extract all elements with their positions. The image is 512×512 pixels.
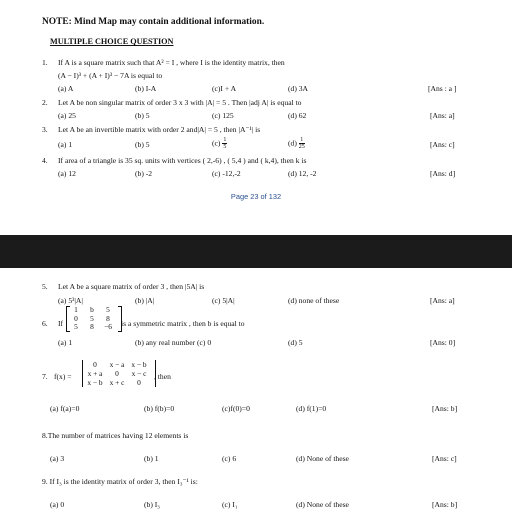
q6-option-bc: (b) any real number (c) 0 [135,338,212,347]
q5-option-b: (b) |A| [135,296,155,305]
page-number-indicator: Page 23 of 132 [230,192,282,201]
q6-matrix-cell: 8 [106,313,110,323]
document-page-1 [0,0,512,235]
q6-matrix-cell: 0 [74,313,78,323]
q7-number: 7. [42,372,48,381]
q6-matrix-cell: −6 [104,322,112,332]
q3-option-b: (b) 5 [135,140,150,149]
q6-matrix-cell: 8 [90,322,94,332]
q6-text: is a symmetric matrix , then b is equal to [121,319,245,328]
q1-option-a: (a) A [58,84,74,93]
q8-option-b: (b) 1 [144,454,159,463]
q6-matrix [66,306,122,332]
q2-option-d: (d) 62 [288,111,307,120]
q7-det-row [84,369,154,378]
q1-answer: [Ans : a ] [428,84,457,93]
note-heading: NOTE: Mind Map may contain additional information. [42,17,265,27]
q7-det-cell: x + a [87,369,103,378]
q7-option-b: (b) f(b)=0 [144,404,175,413]
q6-matrix-cell: 5 [90,313,94,323]
q6-matrix-cell: 5 [106,305,110,314]
q8-option-a: (a) 3 [50,454,65,463]
q9-text: 9. If I₃ is the identity matrix of order 3, then I₃⁻¹ is: [42,477,198,486]
q7-det-cell: x + c [109,378,125,387]
q3-answer: [Ans: c] [430,140,455,149]
q2-option-b: (b) 5 [135,111,150,120]
q7-det-cell: x − c [131,369,147,378]
q5-number: 5. [42,282,48,291]
q4-option-b: (b) -2 [135,169,153,178]
q6-matrix-row [68,323,120,332]
q4-text: If area of a triangle is 35 sq. units with vertices ( 2,-6) , ( 5,4 ) and ( k,4), then k is [58,156,307,165]
q8-answer: [Ans: c] [432,454,457,463]
q6-matrix-cell: 1 [74,305,78,314]
q5-answer: [Ans: a] [430,296,455,305]
q7-text: , then [154,372,171,381]
q3-option-c: (c) $\frac{1}{5}$ [212,137,227,150]
q4-option-c: (c) -12,-2 [212,169,241,178]
q2-number: 2. [42,98,48,107]
q3-option-d: (d) $\frac{1}{25}$ [288,137,305,150]
q5-text: Let A be a square matrix of order 3 , then |5A| is [58,282,205,291]
q3-number: 3. [42,125,48,134]
document-page-2 [0,268,512,512]
q7-option-a: (a) f(a)=0 [50,404,80,413]
q5-option-a: (a) 5³|A| [58,296,83,305]
q9-option-b: (b) I₃ [144,500,160,509]
q9-answer: [Ans: b] [432,500,458,509]
q1-option-d: (d) 3A [288,84,309,93]
q4-answer: [Ans: d] [430,169,456,178]
q6-prefix: If [58,319,64,328]
q7-option-d: (d) f(1)=0 [296,404,327,413]
q2-text: Let A be non singular matrix of order 3 x 3 with |A| = 5 . Then |adj A| is equal to [58,98,302,107]
q8-option-d: (d) None of these [296,454,349,463]
q6-matrix-cell: 5 [74,322,78,332]
q2-option-c: (c) 125 [212,111,234,120]
q7-det-cell: x − b [87,378,103,387]
q6-matrix-cell: b [90,305,94,314]
section-title: MULTIPLE CHOICE QUESTION [50,37,174,46]
q4-number: 4. [42,156,48,165]
q4-option-a: (a) 12 [58,169,76,178]
q7-det-cell: x − b [131,360,147,369]
q1-text-line2: (A − I)³ + (A + I)³ − 7A is equal to [58,71,163,80]
q7-det-cell: 0 [93,360,97,369]
q1-option-c: (c)I + A [212,84,237,93]
q1-text-line1: If A is a square matrix such that A² = I , where I is the identity matrix, then [58,58,285,67]
q7-answer: [Ans: b] [432,404,458,413]
q1-option-b: (b) I-A [135,84,157,93]
q9-option-d: (d) None of these [296,500,349,509]
q8-text: 8.The number of matrices having 12 elements is [42,431,189,440]
q3-text: Let A be an invertible matrix with order 2 and|A| = 5 , then |A⁻¹| is [58,125,261,134]
q7-det-cell: x − a [109,360,125,369]
q6-number: 6. [42,319,48,328]
q7-option-c: (c)f(0)=0 [222,404,250,413]
q7-det-row [84,360,154,369]
q7-det-cell: 0 [137,378,141,387]
q1-number: 1. [42,58,48,67]
q2-answer: [Ans: a] [430,111,455,120]
q3-option-a: (a) 1 [58,140,73,149]
q6-answer: [Ans: 0] [430,338,456,347]
q5-option-d: (d) none of these [288,296,340,305]
q9-option-a: (a) 0 [50,500,65,509]
q6-option-a: (a) 1 [58,338,73,347]
q9-option-c: (c) I₁ [222,500,238,509]
page-separator [0,235,512,268]
q5-option-c: (c) 5|A| [212,296,235,305]
q8-option-c: (c) 6 [222,454,237,463]
q7-prefix: f(x) = [54,372,72,381]
q4-option-d: (d) 12, -2 [288,169,317,178]
q7-determinant [82,360,156,387]
q7-det-row [84,378,154,387]
q7-det-cell: 0 [115,369,119,378]
q2-option-a: (a) 25 [58,111,76,120]
q6-option-d: (d) 5 [288,338,303,347]
